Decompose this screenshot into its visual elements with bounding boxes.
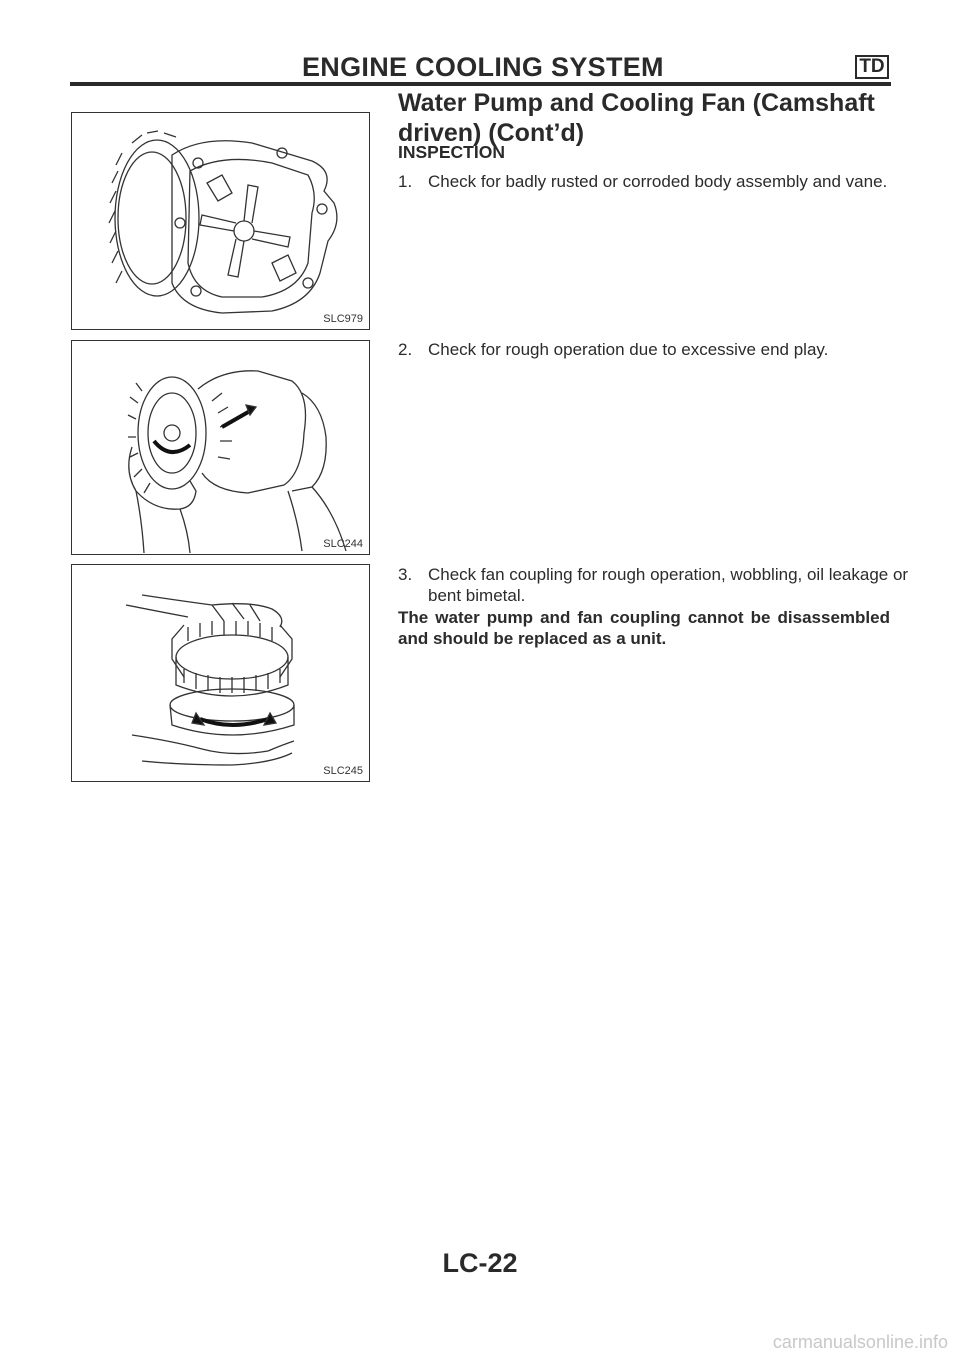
step-text: Check fan coupling for rough operation, wobbling, oil leakage or bent bimetal. <box>428 565 909 605</box>
step-text: Check for badly rusted or corroded body assembly and vane. <box>428 172 888 191</box>
step-number: 1. <box>398 172 413 191</box>
step-number: 2. <box>398 340 413 359</box>
inspection-step-2 <box>398 339 920 360</box>
figure-code: SLC979 <box>323 313 363 325</box>
water-pump-illustration <box>72 113 370 330</box>
inspection-heading: INSPECTION <box>398 142 505 162</box>
step-text: Check for rough operation due to excessive end play. <box>428 340 829 359</box>
header-title: ENGINE COOLING SYSTEM <box>302 52 664 82</box>
figure-end-play-check <box>71 340 370 555</box>
end-play-illustration <box>72 341 370 555</box>
inspection-step-1 <box>398 171 920 192</box>
figure-code: SLC245 <box>323 765 363 777</box>
inspection-step-3 <box>398 564 920 606</box>
header-rule <box>70 82 891 86</box>
step-number: 3. <box>398 565 413 584</box>
engine-type-badge: TD <box>855 55 889 79</box>
section-title: Water Pump and Cooling Fan (Camshaft driven) (Cont’d) <box>398 89 875 147</box>
replacement-note: The water pump and fan coupling cannot be disassembled and should be replaced as a unit. <box>398 608 890 648</box>
figure-fan-coupling-check <box>71 564 370 782</box>
figure-code: SLC244 <box>323 538 363 550</box>
fan-coupling-illustration <box>72 565 370 782</box>
footer-watermark-link[interactable]: carmanualsonline.info <box>772 1332 948 1352</box>
page-number: LC-22 <box>442 1248 518 1278</box>
figure-water-pump-body <box>71 112 370 330</box>
